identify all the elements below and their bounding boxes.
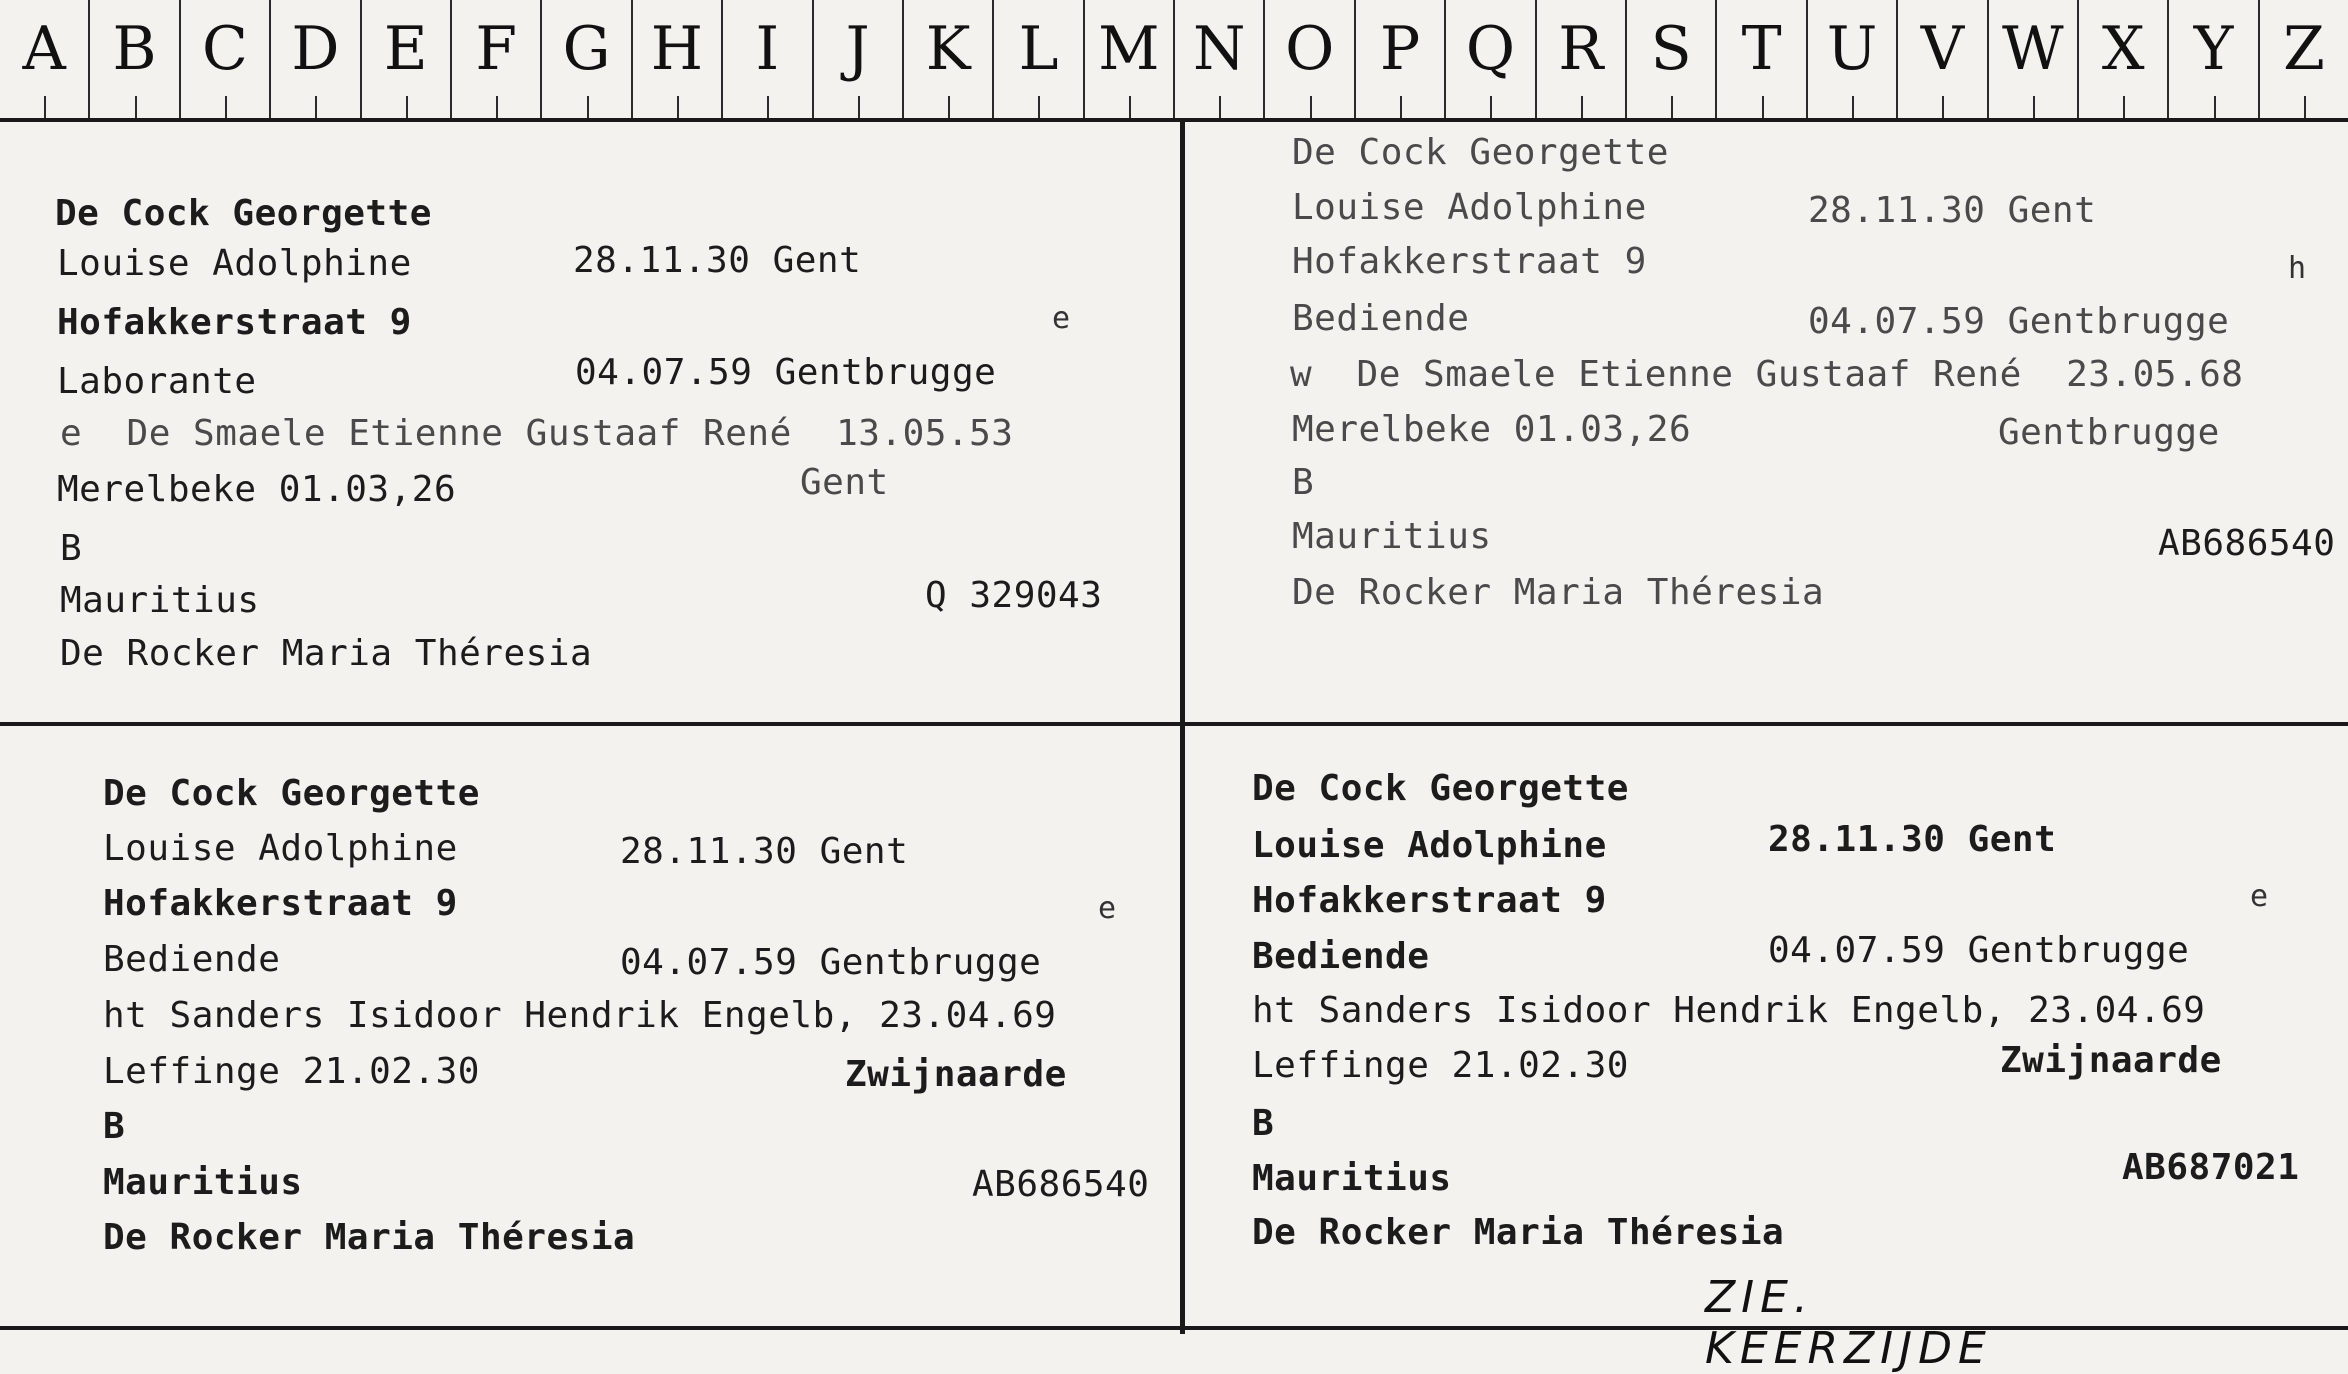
card-divider-horizontal: [0, 722, 2348, 726]
occupation: Bediende: [1292, 298, 1470, 339]
index-letter-d: D: [271, 0, 361, 118]
spouse-residence: Zwijnaarde: [2000, 1040, 2222, 1081]
index-letter-v: V: [1898, 0, 1988, 118]
occupation: Laborante: [57, 361, 257, 402]
index-letter-p: P: [1356, 0, 1446, 118]
category-code: B: [103, 1106, 126, 1147]
given-names: Louise Adolphine: [1252, 825, 1607, 866]
registration-info: 04.07.59 Gentbrugge: [1808, 301, 2230, 342]
index-letter-y: Y: [2169, 0, 2259, 118]
name-line: De Cock Georgette: [103, 773, 480, 814]
spouse-line: e De Smaele Etienne Gustaaf René 13.05.53: [60, 413, 1014, 454]
index-letter-j: J: [814, 0, 904, 118]
nationality: Mauritius: [1292, 516, 1492, 557]
index-letter-k: K: [904, 0, 994, 118]
handwritten-note: ZIE. KEERZIJDE: [1705, 1272, 1992, 1374]
nationality: Mauritius: [1252, 1158, 1452, 1199]
parent-name: De Rocker Maria Théresia: [1252, 1212, 1785, 1253]
name-line: De Cock Georgette: [55, 193, 432, 234]
index-letter-s: S: [1627, 0, 1717, 118]
index-letter-t: T: [1717, 0, 1807, 118]
document-number: AB686540: [2158, 523, 2336, 564]
registration-info: 04.07.59 Gentbrugge: [575, 352, 997, 393]
index-letter-f: F: [452, 0, 542, 118]
birth-info: 28.11.30 Gent: [573, 240, 862, 281]
alphabet-index-strip: [0, 0, 2348, 122]
card-divider-vertical: [1180, 122, 1185, 1334]
index-letter-m: M: [1085, 0, 1175, 118]
address: Hofakkerstraat 9: [1292, 241, 1647, 282]
nationality: Mauritius: [103, 1162, 303, 1203]
index-letter-h: H: [633, 0, 723, 118]
spouse-birthplace: Merelbeke 01.03,26: [57, 469, 457, 510]
index-letter-r: R: [1537, 0, 1627, 118]
spouse-line: ht Sanders Isidoor Hendrik Engelb, 23.04.69: [103, 995, 1057, 1036]
index-letter-z: Z: [2260, 0, 2348, 118]
birth-info: 28.11.30 Gent: [1768, 819, 2057, 860]
address: Hofakkerstraat 9: [57, 302, 412, 343]
index-letter-q: Q: [1446, 0, 1536, 118]
name-line: De Cock Georgette: [1292, 132, 1669, 173]
index-letter-w: W: [1989, 0, 2079, 118]
spouse-residence: Zwijnaarde: [845, 1054, 1067, 1095]
margin-mark: e: [2250, 879, 2269, 914]
index-letter-e: E: [362, 0, 452, 118]
index-letter-n: N: [1175, 0, 1265, 118]
document-number: AB687021: [2122, 1147, 2300, 1188]
spouse-birthplace: Leffinge 21.02.30: [1252, 1045, 1629, 1086]
given-names: Louise Adolphine: [1292, 187, 1647, 228]
address: Hofakkerstraat 9: [103, 883, 458, 924]
nationality: Mauritius: [60, 580, 260, 621]
index-letter-u: U: [1808, 0, 1898, 118]
margin-mark: e: [1098, 891, 1117, 926]
spouse-line: ht Sanders Isidoor Hendrik Engelb, 23.04.69: [1252, 990, 2206, 1031]
margin-mark: e: [1052, 301, 1071, 336]
spouse-residence: Gentbrugge: [1998, 412, 2220, 453]
occupation: Bediende: [1252, 936, 1430, 977]
parent-name: De Rocker Maria Théresia: [1292, 572, 1825, 613]
given-names: Louise Adolphine: [57, 243, 412, 284]
given-names: Louise Adolphine: [103, 828, 458, 869]
index-letter-g: G: [542, 0, 632, 118]
index-letter-b: B: [90, 0, 180, 118]
category-code: B: [1292, 462, 1315, 503]
birth-info: 28.11.30 Gent: [620, 831, 909, 872]
index-letter-i: I: [723, 0, 813, 118]
document-number: AB686540: [972, 1164, 1150, 1205]
index-letter-c: C: [181, 0, 271, 118]
document-number: Q 329043: [925, 575, 1103, 616]
index-letter-l: L: [994, 0, 1084, 118]
registration-info: 04.07.59 Gentbrugge: [620, 942, 1042, 983]
spouse-birthplace: Leffinge 21.02.30: [103, 1051, 480, 1092]
spouse-residence: Gent: [800, 462, 889, 503]
birth-info: 28.11.30 Gent: [1808, 190, 2097, 231]
parent-name: De Rocker Maria Théresia: [60, 633, 593, 674]
margin-mark: h: [2288, 251, 2307, 286]
index-letter-x: X: [2079, 0, 2169, 118]
category-code: B: [1252, 1103, 1275, 1144]
occupation: Bediende: [103, 939, 281, 980]
category-code: B: [60, 528, 83, 569]
parent-name: De Rocker Maria Théresia: [103, 1217, 636, 1258]
name-line: De Cock Georgette: [1252, 768, 1629, 809]
card-divider-bottom: [0, 1326, 2348, 1330]
index-letter-o: O: [1265, 0, 1355, 118]
registration-info: 04.07.59 Gentbrugge: [1768, 930, 2190, 971]
spouse-line: w De Smaele Etienne Gustaaf René 23.05.68: [1290, 354, 2244, 395]
address: Hofakkerstraat 9: [1252, 880, 1607, 921]
spouse-birthplace: Merelbeke 01.03,26: [1292, 409, 1692, 450]
index-letter-a: A: [0, 0, 90, 118]
